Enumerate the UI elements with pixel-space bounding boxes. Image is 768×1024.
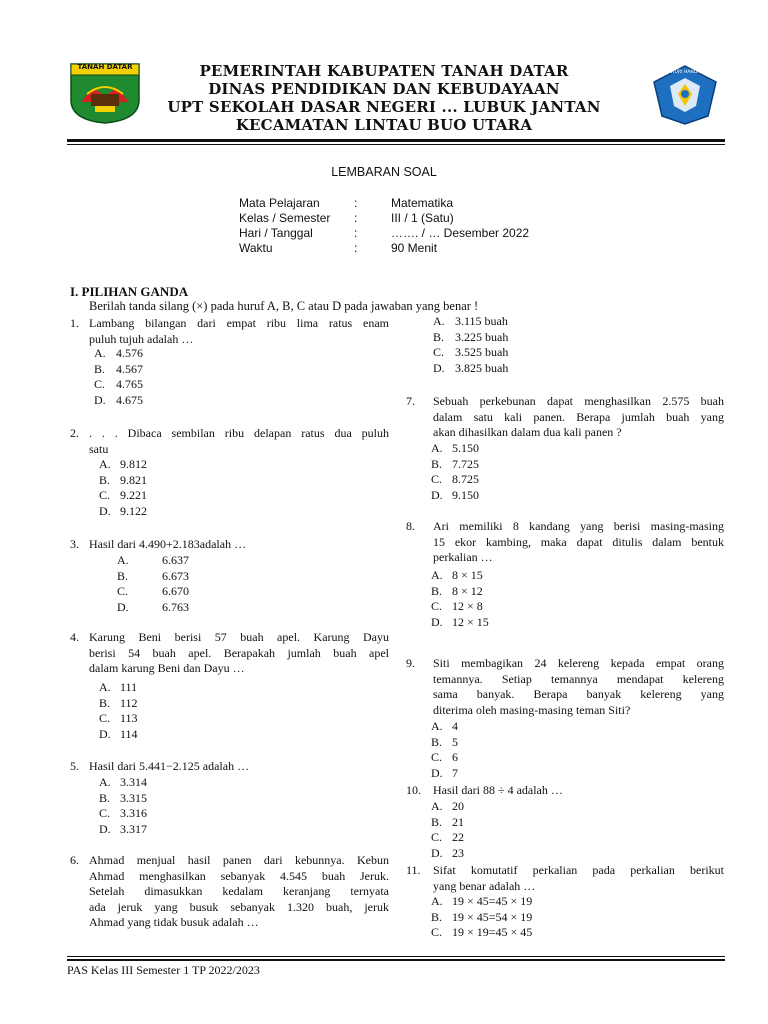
option-value: 6.763 bbox=[162, 599, 189, 614]
meta-sep: : bbox=[354, 226, 358, 240]
footer-rule-thick bbox=[67, 959, 725, 961]
option-value: 19 × 45=54 × 19 bbox=[452, 909, 533, 924]
footer-rule-thin bbox=[67, 956, 725, 957]
option-value: 9.150 bbox=[452, 487, 479, 502]
option-value: 3.225 buah bbox=[455, 329, 509, 344]
option-value: 3.316 bbox=[120, 806, 147, 821]
option-letter: A. bbox=[433, 314, 445, 328]
section-heading: I. PILIHAN GANDA bbox=[70, 284, 189, 299]
option-letter: C. bbox=[431, 750, 443, 765]
option-value: 8 × 12 bbox=[452, 583, 483, 598]
option-letter: B. bbox=[99, 695, 111, 710]
question-number: 10. bbox=[406, 783, 421, 797]
option-letter: D. bbox=[431, 614, 443, 629]
option-letter: B. bbox=[431, 734, 443, 749]
option-value: 6 bbox=[452, 750, 458, 765]
option-value: 23 bbox=[452, 845, 464, 860]
option-value: 3.115 buah bbox=[455, 314, 508, 328]
option-letter: B. bbox=[94, 361, 106, 376]
logo-left-text: TANAH DATAR bbox=[77, 63, 133, 71]
meta-value-class: III / 1 (Satu) bbox=[391, 211, 454, 225]
option-value: 4.675 bbox=[116, 392, 143, 407]
meta-sep: : bbox=[354, 211, 358, 225]
option-letter: C. bbox=[99, 711, 111, 726]
meta-label-time: Waktu bbox=[239, 241, 273, 255]
option-letter: D. bbox=[117, 599, 129, 614]
option-letter: C. bbox=[431, 472, 443, 487]
option-letter: A. bbox=[431, 719, 443, 733]
question-text-line: Siti membagikan 24 kelereng kepada empat orang bbox=[433, 656, 724, 670]
option-value: 22 bbox=[452, 830, 464, 845]
question-text-line: dalam satu kali panen. Berapa jumlah buah yang bbox=[433, 409, 724, 424]
option-value: 4.576 bbox=[116, 346, 143, 360]
option-letter: D. bbox=[99, 821, 111, 836]
option-letter: D. bbox=[99, 503, 111, 518]
header-rule-thin bbox=[67, 144, 725, 145]
option-value: 3.825 buah bbox=[455, 360, 509, 375]
question-text-line: akan dihasilkan dalam dua kali panen ? bbox=[433, 425, 622, 440]
option-value: 4 bbox=[452, 719, 458, 733]
option-letter: A. bbox=[117, 553, 129, 567]
question-text-line: satu bbox=[89, 441, 109, 456]
question-text-line: perkalian … bbox=[433, 550, 493, 565]
option-value: 19 × 19=45 × 45 bbox=[452, 925, 533, 940]
option-value: 7 bbox=[452, 765, 458, 780]
option-letter: C. bbox=[431, 599, 443, 614]
header-line-4: KECAMATAN LINTAU BUO UTARA bbox=[235, 116, 533, 134]
option-value: 5.150 bbox=[452, 441, 479, 455]
question-text-line: Ahmad menghasilkan sebanyak 4.545 buah Jeruk. bbox=[89, 868, 389, 883]
header-rule-thick bbox=[67, 139, 725, 142]
question-number: 6. bbox=[70, 853, 79, 867]
option-value: 20 bbox=[452, 799, 464, 813]
question-text-line: sama banyak. Berapa banyak kelereng yang bbox=[433, 687, 724, 702]
question-number: 4. bbox=[70, 630, 79, 644]
option-value: 6.670 bbox=[162, 584, 189, 599]
option-letter: D. bbox=[99, 726, 111, 741]
option-letter: D. bbox=[431, 845, 443, 860]
section-instruction: Berilah tanda silang (×) pada huruf A, B, C atau D pada jawaban yang benar ! bbox=[89, 299, 479, 313]
option-letter: A. bbox=[431, 799, 443, 813]
option-value: 6.673 bbox=[162, 568, 189, 583]
option-value: 9.812 bbox=[120, 457, 147, 471]
option-letter: B. bbox=[431, 814, 443, 829]
question-text-line: Setelah dimasukkan kedalam keranjang ternyata bbox=[89, 884, 389, 899]
option-value: 113 bbox=[120, 711, 138, 726]
option-letter: C. bbox=[99, 488, 111, 503]
question-text-line: . . . Dibaca sembilan ribu delapan ratus dua puluh bbox=[89, 426, 389, 440]
option-value: 12 × 8 bbox=[452, 599, 483, 614]
logo-right-text: TUT WURI HANDAYANI bbox=[660, 70, 710, 75]
question-number: 1. bbox=[70, 316, 79, 330]
option-letter: A. bbox=[99, 457, 111, 471]
header-line-3: UPT SEKOLAH DASAR NEGERI ... LUBUK JANTAN bbox=[167, 98, 601, 116]
question-text-line: Lambang bilangan dari empat ribu lima ratus enam bbox=[89, 316, 389, 330]
question-number: 2. bbox=[70, 426, 79, 440]
meta-sep: : bbox=[354, 241, 358, 255]
question-text-line: puluh tujuh adalah … bbox=[89, 331, 194, 346]
page-title: LEMBARAN SOAL bbox=[331, 165, 437, 179]
question-text-line: 15 ekor kambing, maka dapat ditulis dalam bentuk bbox=[433, 534, 724, 549]
question-text-line: Hasil dari 4.490+2.183adalah … bbox=[89, 537, 247, 551]
option-letter: B. bbox=[433, 329, 445, 344]
option-value: 9.122 bbox=[120, 503, 147, 518]
question-text-line: temannya. Setiap temannya mendapat kelereng bbox=[433, 671, 724, 686]
question-text-line: Hasil dari 5.441−2.125 adalah … bbox=[89, 759, 250, 773]
option-letter: C. bbox=[99, 806, 111, 821]
option-letter: D. bbox=[433, 360, 445, 375]
option-letter: C. bbox=[431, 925, 443, 940]
option-letter: B. bbox=[431, 909, 443, 924]
question-text-line: berisi 54 buah apel. Berapakah jumlah buah apel bbox=[89, 645, 389, 660]
option-letter: B. bbox=[431, 456, 443, 471]
question-text-line: Ari memiliki 8 kandang yang berisi masing-masing bbox=[433, 519, 724, 533]
meta-value-date: ……. / … Desember 2022 bbox=[391, 226, 530, 240]
question-number: 11. bbox=[406, 863, 421, 877]
option-value: 3.314 bbox=[120, 775, 147, 789]
meta-label-subject: Mata Pelajaran bbox=[239, 196, 320, 210]
option-letter: A. bbox=[431, 894, 443, 908]
option-value: 4.567 bbox=[116, 361, 143, 376]
option-value: 114 bbox=[120, 726, 138, 741]
option-letter: B. bbox=[99, 790, 111, 805]
option-letter: A. bbox=[99, 775, 111, 789]
option-letter: B. bbox=[117, 568, 129, 583]
option-value: 19 × 45=45 × 19 bbox=[452, 894, 533, 908]
question-number: 9. bbox=[406, 656, 415, 670]
question-number: 8. bbox=[406, 519, 415, 533]
meta-sep: : bbox=[354, 196, 358, 210]
option-letter: B. bbox=[431, 583, 443, 598]
question-number: 5. bbox=[70, 759, 79, 773]
option-letter: A. bbox=[431, 568, 443, 582]
question-text-line: ada jeruk yang busuk sebanyak 1.320 buah, jeruk bbox=[89, 899, 389, 914]
question-text-line: Sebuah perkebunan dapat menghasilkan 2.575 buah bbox=[433, 394, 724, 408]
option-value: 9.821 bbox=[120, 472, 147, 487]
option-value: 21 bbox=[452, 814, 464, 829]
meta-value-time: 90 Menit bbox=[391, 241, 438, 255]
footer-text: PAS Kelas III Semester 1 TP 2022/2023 bbox=[67, 963, 260, 977]
option-letter: A. bbox=[99, 680, 111, 694]
option-value: 112 bbox=[120, 695, 138, 710]
meta-label-date: Hari / Tanggal bbox=[239, 226, 313, 240]
header-line-1: PEMERINTAH KABUPATEN TANAH DATAR bbox=[199, 62, 569, 80]
question-text-line: yang benar adalah … bbox=[433, 878, 536, 893]
question-text-line: diterima oleh masing-masing teman Siti? bbox=[433, 702, 631, 717]
header-line-2: DINAS PENDIDIKAN DAN KEBUDAYAAN bbox=[208, 80, 560, 98]
option-value: 111 bbox=[120, 680, 138, 694]
option-letter: C. bbox=[431, 830, 443, 845]
question-number: 3. bbox=[70, 537, 79, 551]
question-text-line: Karung Beni berisi 57 buah apel. Karung Dayu bbox=[89, 630, 389, 644]
question-text-line: Ahmad menjual hasil panen dari kebunnya. Kebun bbox=[89, 853, 389, 867]
option-letter: C. bbox=[433, 345, 445, 360]
option-value: 7.725 bbox=[452, 456, 479, 471]
option-letter: D. bbox=[431, 765, 443, 780]
question-text-line: Hasil dari 88 ÷ 4 adalah … bbox=[433, 783, 563, 797]
option-value: 4.765 bbox=[116, 377, 143, 392]
option-value: 12 × 15 bbox=[452, 614, 489, 629]
meta-label-class: Kelas / Semester bbox=[239, 211, 331, 225]
option-value: 8.725 bbox=[452, 472, 479, 487]
option-value: 3.317 bbox=[120, 821, 147, 836]
option-letter: A. bbox=[94, 346, 106, 360]
option-value: 6.637 bbox=[162, 553, 189, 567]
question-text-line: dalam karung Beni dan Dayu … bbox=[89, 661, 245, 676]
question-text-line: Sifat komutatif perkalian pada perkalian berikut bbox=[433, 863, 724, 877]
option-value: 5 bbox=[452, 734, 458, 749]
question-number: 7. bbox=[406, 394, 415, 408]
question-text-line: Ahmad yang tidak busuk adalah … bbox=[89, 915, 259, 930]
option-value: 3.525 buah bbox=[455, 345, 509, 360]
option-value: 3.315 bbox=[120, 790, 147, 805]
option-value: 8 × 15 bbox=[452, 568, 483, 582]
meta-value-subject: Matematika bbox=[391, 196, 454, 210]
option-letter: C. bbox=[117, 584, 129, 599]
option-letter: C. bbox=[94, 377, 106, 392]
option-letter: D. bbox=[431, 487, 443, 502]
option-value: 9.221 bbox=[120, 488, 147, 503]
option-letter: B. bbox=[99, 472, 111, 487]
option-letter: D. bbox=[94, 392, 106, 407]
option-letter: A. bbox=[431, 441, 443, 455]
